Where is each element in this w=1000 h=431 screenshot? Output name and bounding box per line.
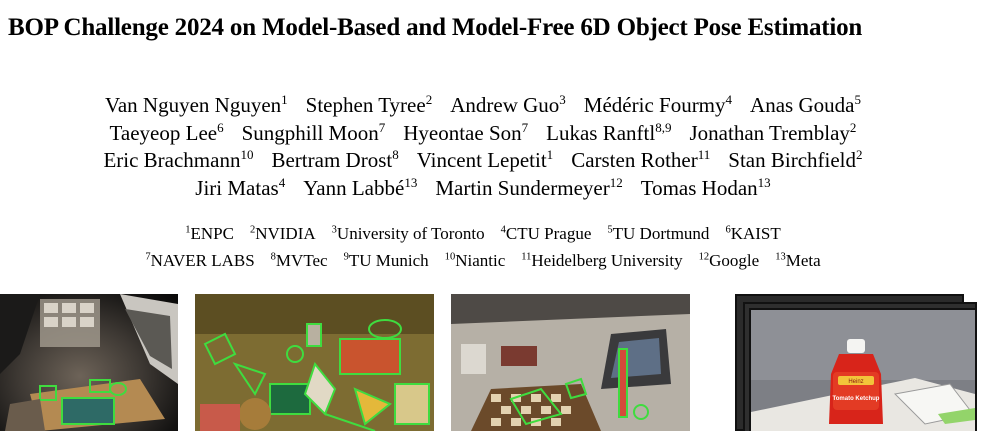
ketchup-brand-text: Heinz [848, 379, 864, 385]
author [242, 120, 386, 148]
author-affiliation-index: 2 [856, 147, 863, 163]
author-line [0, 175, 966, 203]
author [571, 147, 710, 175]
author-affiliation-index: 3 [559, 92, 566, 108]
author [750, 92, 861, 120]
affiliation [185, 220, 234, 247]
affiliation-index: 10 [444, 251, 456, 263]
author-affiliation-index: 8 [392, 147, 399, 163]
affiliation-index: 6 [725, 224, 731, 236]
affiliation-name: NAVER LABS [150, 251, 255, 270]
author-name: Stan Birchfield [728, 148, 857, 172]
affiliation-index: 7 [145, 251, 151, 263]
author-affiliation-index: 8,9 [655, 119, 672, 135]
author-name: Martin Sundermeyer [435, 175, 610, 200]
author-affiliation-index: 13 [404, 174, 418, 190]
affiliation-index: 8 [270, 251, 276, 263]
affiliation-name: CTU Prague [505, 224, 592, 243]
author-affiliation-index: 10 [240, 147, 254, 163]
author-affiliation-index: 1 [546, 147, 554, 163]
affiliation-index: 9 [343, 251, 349, 263]
author-name: Sungphill Moon [241, 120, 379, 145]
author-affiliation-index: 4 [725, 92, 733, 108]
author-affiliation-index: 7 [378, 119, 386, 135]
affiliation [271, 247, 328, 274]
affiliation-line [0, 220, 966, 247]
author [690, 120, 857, 148]
author-name: Anas Gouda [750, 93, 855, 117]
affiliation [445, 247, 506, 274]
affiliation-name: Niantic [455, 251, 506, 270]
author-affiliation-index: 4 [278, 174, 286, 190]
author-list [0, 92, 966, 202]
affiliation-index: 5 [607, 224, 613, 236]
author-affiliation-index: 1 [281, 92, 288, 108]
affiliation-index: 13 [775, 251, 786, 263]
affiliation [775, 247, 820, 274]
author-line [0, 147, 966, 175]
affiliation-line [0, 247, 966, 274]
affiliation-list [0, 220, 966, 274]
affiliation [145, 247, 254, 274]
affiliation-name: NVIDIA [255, 224, 316, 243]
author [450, 92, 566, 120]
author [306, 92, 433, 120]
author-name: Vincent Lepetit [416, 148, 547, 172]
author-name: Hyeontae Son [403, 120, 522, 145]
affiliation-name: MVTec [275, 251, 328, 270]
author [105, 92, 288, 120]
author-name: Lukas Ranftl [546, 120, 656, 145]
author [110, 120, 224, 148]
author-name: Van Nguyen Nguyen [105, 93, 282, 117]
author [103, 147, 253, 175]
affiliation-index: 3 [331, 224, 337, 236]
affiliation [699, 247, 760, 274]
author-affiliation-index: 2 [425, 92, 433, 108]
paper-title: BOP Challenge 2024 on Model-Based and Model-Free 6D Object Pose Estimation [8, 14, 863, 41]
author-name: Carsten Rother [571, 148, 698, 172]
author-affiliation-index: 13 [757, 174, 771, 190]
author-affiliation-index: 2 [849, 119, 857, 135]
author-affiliation-index: 11 [697, 147, 711, 163]
affiliation-name: KAIST [730, 224, 781, 243]
author-name: Jiri Matas [195, 175, 279, 200]
author-name: Stephen Tyree [305, 93, 426, 117]
author-name: Eric Brachmann [103, 148, 241, 172]
author-name: Médéric Fourmy [583, 93, 726, 117]
author [417, 147, 553, 175]
author-name: Tomas Hodan [640, 175, 758, 200]
affiliation-index: 11 [521, 251, 532, 263]
affiliation [501, 220, 592, 247]
author [403, 120, 528, 148]
affiliation [607, 220, 709, 247]
affiliation-name: Meta [785, 251, 821, 270]
affiliation-index: 12 [698, 251, 710, 263]
author-line [0, 120, 966, 148]
affiliation-index: 2 [249, 224, 256, 236]
affiliation [250, 220, 316, 247]
author-affiliation-index: 7 [521, 119, 529, 135]
author [271, 147, 398, 175]
affiliation-name: TU Munich [348, 251, 429, 270]
affiliation [521, 247, 682, 274]
author-name: Taeyeop Lee [109, 120, 218, 145]
author-affiliation-index: 6 [217, 119, 224, 135]
author [195, 175, 285, 203]
affiliation-name: ENPC [190, 224, 234, 243]
affiliation [725, 220, 780, 247]
affiliation-name: Google [709, 251, 760, 270]
author-line [0, 92, 966, 120]
affiliation-name: University of Toronto [336, 224, 485, 243]
author [584, 92, 732, 120]
author [546, 120, 671, 148]
author-name: Yann Labbé [303, 175, 405, 200]
affiliation-index: 1 [185, 224, 191, 236]
author-name: Bertram Drost [271, 148, 393, 172]
affiliation [344, 247, 429, 274]
affiliation-name: Heidelberg University [531, 251, 683, 270]
author-affiliation-index: 12 [609, 174, 623, 190]
author [303, 175, 417, 203]
affiliation [332, 220, 485, 247]
author [435, 175, 622, 203]
author [728, 147, 862, 175]
figure-fisheye-scene [0, 294, 178, 431]
figure-model-free-onboarding [735, 294, 977, 431]
figure-cluttered-objects [195, 294, 434, 431]
author-affiliation-index: 5 [854, 92, 861, 108]
affiliation-index: 4 [500, 224, 506, 236]
author-name: Jonathan Tremblay [689, 120, 850, 145]
figure-desk-scene [451, 294, 690, 431]
ketchup-label-text: Tomato Ketchup [832, 396, 880, 402]
author [641, 175, 771, 203]
author-name: Andrew Guo [450, 93, 560, 117]
affiliation-name: TU Dortmund [612, 224, 710, 243]
